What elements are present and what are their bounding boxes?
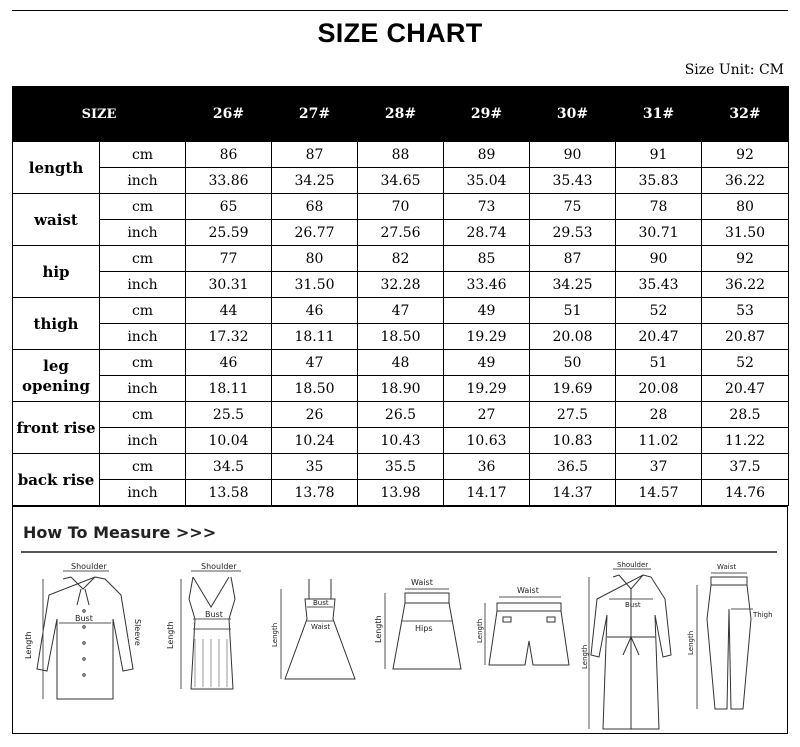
size-unit-note: Size Unit: CM <box>684 62 784 78</box>
size-col-header: 32# <box>702 87 789 142</box>
sleeve-label: Sleeve <box>133 619 142 646</box>
size-value-cell: 36.22 <box>702 272 789 298</box>
table-row <box>13 402 789 428</box>
size-value-cell: 31.50 <box>272 272 358 298</box>
table-row <box>13 480 789 506</box>
size-col-header: 28# <box>358 87 444 142</box>
size-value-cell: 44 <box>186 298 272 324</box>
size-value-cell: 51 <box>616 350 702 376</box>
waist-label: Waist <box>517 586 539 595</box>
unit-label: cm <box>100 194 186 220</box>
size-col-header: 31# <box>616 87 702 142</box>
size-value-cell: 36.5 <box>530 454 616 480</box>
table-row <box>13 246 789 272</box>
unit-label: inch <box>100 168 186 194</box>
size-value-cell: 90 <box>616 246 702 272</box>
table-row <box>13 454 789 480</box>
size-value-cell: 82 <box>358 246 444 272</box>
measurement-label: front rise <box>13 402 100 454</box>
size-value-cell: 13.58 <box>186 480 272 506</box>
size-value-cell: 20.08 <box>530 324 616 350</box>
size-value-cell: 14.76 <box>702 480 789 506</box>
length-label: Length <box>687 630 695 655</box>
size-value-cell: 75 <box>530 194 616 220</box>
length-label: Length <box>271 622 279 647</box>
size-value-cell: 31.50 <box>702 220 789 246</box>
size-value-cell: 11.22 <box>702 428 789 454</box>
unit-label: cm <box>100 350 186 376</box>
size-value-cell: 70 <box>358 194 444 220</box>
size-value-cell: 14.17 <box>444 480 530 506</box>
table-row <box>13 324 789 350</box>
size-header-label: SIZE <box>13 87 186 142</box>
measurement-label: leg opening <box>13 350 100 402</box>
unit-label: cm <box>100 402 186 428</box>
size-value-cell: 28.74 <box>444 220 530 246</box>
size-value-cell: 27.5 <box>530 402 616 428</box>
table-row <box>13 168 789 194</box>
size-value-cell: 26.5 <box>358 402 444 428</box>
size-value-cell: 14.57 <box>616 480 702 506</box>
table-row <box>13 428 789 454</box>
size-value-cell: 28 <box>616 402 702 428</box>
size-value-cell: 92 <box>702 246 789 272</box>
shoulder-label: Shoulder <box>71 562 107 571</box>
page-title: SIZE CHART <box>317 18 483 48</box>
size-value-cell: 47 <box>272 350 358 376</box>
size-value-cell: 50 <box>530 350 616 376</box>
size-value-cell: 29.53 <box>530 220 616 246</box>
size-value-cell: 19.29 <box>444 376 530 402</box>
size-value-cell: 80 <box>702 194 789 220</box>
table-row <box>13 298 789 324</box>
size-value-cell: 13.78 <box>272 480 358 506</box>
coat-figure <box>581 559 681 734</box>
size-value-cell: 20.47 <box>702 376 789 402</box>
table-row <box>13 350 789 376</box>
size-value-cell: 46 <box>272 298 358 324</box>
size-value-cell: 10.24 <box>272 428 358 454</box>
size-value-cell: 27 <box>444 402 530 428</box>
measurement-label: back rise <box>13 454 100 506</box>
size-value-cell: 28.5 <box>702 402 789 428</box>
unit-label: inch <box>100 480 186 506</box>
skirt-figure <box>375 559 470 729</box>
table-row <box>13 376 789 402</box>
how-to-measure-panel <box>12 506 788 734</box>
size-value-cell: 90 <box>530 142 616 168</box>
unit-label: cm <box>100 142 186 168</box>
size-value-cell: 87 <box>272 142 358 168</box>
shoulder-label: Shoulder <box>201 562 237 571</box>
size-value-cell: 91 <box>616 142 702 168</box>
blouse-figure <box>21 559 146 729</box>
size-value-cell: 20.47 <box>616 324 702 350</box>
size-value-cell: 18.11 <box>272 324 358 350</box>
size-value-cell: 32.28 <box>358 272 444 298</box>
length-label: Length <box>581 644 589 669</box>
section-divider <box>21 551 777 553</box>
length-label: Length <box>476 618 484 643</box>
top-rule <box>12 10 788 11</box>
waist-label: Waist <box>717 563 737 571</box>
size-value-cell: 34.5 <box>186 454 272 480</box>
size-value-cell: 10.43 <box>358 428 444 454</box>
size-value-cell: 35.83 <box>616 168 702 194</box>
size-value-cell: 92 <box>702 142 789 168</box>
size-value-cell: 33.86 <box>186 168 272 194</box>
size-col-header: 26# <box>186 87 272 142</box>
size-value-cell: 18.50 <box>272 376 358 402</box>
size-value-cell: 20.87 <box>702 324 789 350</box>
length-label: Length <box>166 621 175 649</box>
table-row <box>13 142 789 168</box>
length-label: Length <box>374 615 383 643</box>
size-value-cell: 46 <box>186 350 272 376</box>
size-value-cell: 37 <box>616 454 702 480</box>
unit-label: cm <box>100 246 186 272</box>
dress-figure <box>271 559 365 729</box>
size-value-cell: 20.08 <box>616 376 702 402</box>
size-value-cell: 86 <box>186 142 272 168</box>
size-value-cell: 36.22 <box>702 168 789 194</box>
size-value-cell: 10.83 <box>530 428 616 454</box>
size-value-cell: 65 <box>186 194 272 220</box>
size-value-cell: 77 <box>186 246 272 272</box>
waist-label: Waist <box>311 623 331 631</box>
bust-label: Bust <box>75 614 93 623</box>
size-value-cell: 89 <box>444 142 530 168</box>
size-value-cell: 35.5 <box>358 454 444 480</box>
size-value-cell: 73 <box>444 194 530 220</box>
unit-label: inch <box>100 272 186 298</box>
size-value-cell: 19.29 <box>444 324 530 350</box>
measurement-label: hip <box>13 246 100 298</box>
size-value-cell: 88 <box>358 142 444 168</box>
size-value-cell: 35 <box>272 454 358 480</box>
size-value-cell: 17.32 <box>186 324 272 350</box>
table-row <box>13 272 789 298</box>
size-value-cell: 14.37 <box>530 480 616 506</box>
size-header-row <box>13 87 789 142</box>
size-value-cell: 18.11 <box>186 376 272 402</box>
how-to-measure-title: How To Measure >>> <box>23 523 217 542</box>
size-value-cell: 18.90 <box>358 376 444 402</box>
unit-label: inch <box>100 324 186 350</box>
bust-label: Bust <box>205 610 223 619</box>
size-value-cell: 48 <box>358 350 444 376</box>
size-value-cell: 30.31 <box>186 272 272 298</box>
unit-label: inch <box>100 376 186 402</box>
size-value-cell: 35.43 <box>530 168 616 194</box>
size-col-header: 27# <box>272 87 358 142</box>
size-value-cell: 26.77 <box>272 220 358 246</box>
size-value-cell: 47 <box>358 298 444 324</box>
unit-label: inch <box>100 428 186 454</box>
size-value-cell: 33.46 <box>444 272 530 298</box>
size-value-cell: 51 <box>530 298 616 324</box>
measurement-label: length <box>13 142 100 194</box>
size-value-cell: 34.65 <box>358 168 444 194</box>
size-value-cell: 25.59 <box>186 220 272 246</box>
size-value-cell: 68 <box>272 194 358 220</box>
size-value-cell: 13.98 <box>358 480 444 506</box>
size-value-cell: 30.71 <box>616 220 702 246</box>
size-value-cell: 85 <box>444 246 530 272</box>
bust-label: Bust <box>625 601 641 609</box>
size-value-cell: 35.04 <box>444 168 530 194</box>
size-value-cell: 52 <box>616 298 702 324</box>
size-value-cell: 27.56 <box>358 220 444 246</box>
size-col-header: 29# <box>444 87 530 142</box>
measurement-label: waist <box>13 194 100 246</box>
shoulder-label: Shoulder <box>617 561 649 569</box>
size-value-cell: 19.69 <box>530 376 616 402</box>
size-value-cell: 37.5 <box>702 454 789 480</box>
size-value-cell: 87 <box>530 246 616 272</box>
table-row <box>13 194 789 220</box>
size-value-cell: 10.63 <box>444 428 530 454</box>
size-table <box>12 86 789 506</box>
unit-label: inch <box>100 220 186 246</box>
size-value-cell: 52 <box>702 350 789 376</box>
vest-figure <box>161 559 261 729</box>
unit-label: cm <box>100 298 186 324</box>
size-value-cell: 26 <box>272 402 358 428</box>
size-value-cell: 49 <box>444 298 530 324</box>
table-row <box>13 220 789 246</box>
size-table-body <box>13 142 789 506</box>
size-value-cell: 18.50 <box>358 324 444 350</box>
waist-label: Waist <box>411 578 433 587</box>
length-label: Length <box>24 631 33 659</box>
size-value-cell: 36 <box>444 454 530 480</box>
size-value-cell: 35.43 <box>616 272 702 298</box>
size-value-cell: 49 <box>444 350 530 376</box>
size-value-cell: 11.02 <box>616 428 702 454</box>
hips-label: Hips <box>415 624 433 633</box>
size-value-cell: 34.25 <box>272 168 358 194</box>
measurement-label: thigh <box>13 298 100 350</box>
thigh-label: Thigh <box>753 611 773 619</box>
size-value-cell: 10.04 <box>186 428 272 454</box>
unit-label: cm <box>100 454 186 480</box>
size-value-cell: 80 <box>272 246 358 272</box>
size-value-cell: 34.25 <box>530 272 616 298</box>
size-col-header: 30# <box>530 87 616 142</box>
size-value-cell: 25.5 <box>186 402 272 428</box>
size-value-cell: 53 <box>702 298 789 324</box>
size-value-cell: 78 <box>616 194 702 220</box>
jeans-figure <box>681 559 781 734</box>
shorts-figure <box>476 559 579 729</box>
bust-label: Bust <box>313 599 329 607</box>
